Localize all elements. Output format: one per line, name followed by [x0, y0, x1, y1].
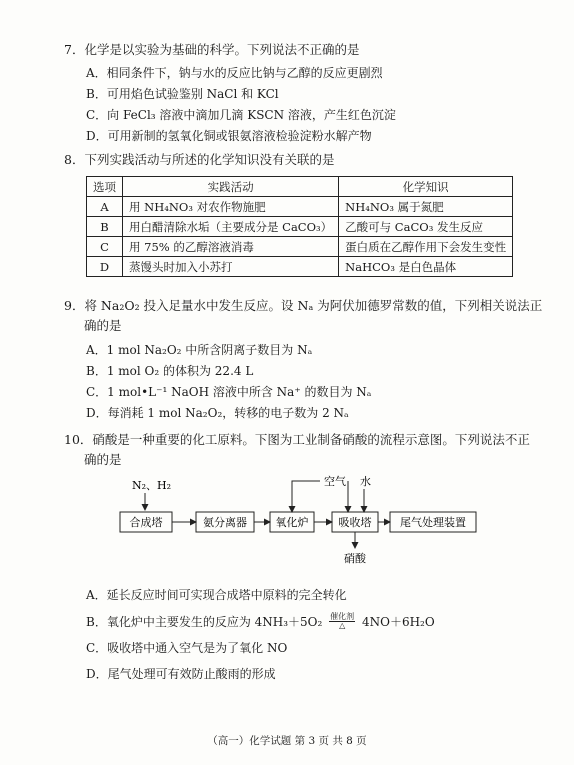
q7-option-a: A．相同条件下，钠与水的反应比钠与乙醇的反应更剧烈 [86, 66, 383, 80]
nitric-acid-label: 硝酸 [344, 552, 366, 565]
table-cell: 蛋白质在乙醇作用下会发生变性 [339, 237, 513, 257]
q9-option-d: D．每消耗 1 mol Na₂O₂，转移的电子数为 2 Nₐ [86, 406, 349, 420]
q10-option-b-wrap [86, 614, 435, 631]
q7-stem: 7．化学是以实验为基础的科学。下列说法不正确的是 [64, 42, 360, 57]
ammonia-separator-label: 氨分离器 [203, 516, 247, 529]
q10-option-c: C．吸收塔中通入空气是为了氧化 NO [86, 641, 288, 655]
table-cell: 用白醋清除水垢（主要成分是 CaCO₃） [123, 217, 339, 237]
table-cell: C [87, 237, 123, 257]
q9-option-c: C．1 mol•L⁻¹ NaOH 溶液中所含 Na⁺ 的数目为 Nₐ [86, 385, 372, 399]
input-gases-label: N₂、H₂ [132, 479, 172, 492]
air-label: 空气 [324, 475, 346, 488]
q10-option-b-products: 4NO＋6H₂O [361, 615, 435, 629]
table-cell: D [87, 257, 123, 277]
synthesis-tower-label: 合成塔 [129, 516, 163, 529]
table-header: 实践活动 [123, 177, 339, 197]
q10-option-b: B．氧化炉中主要发生的反应为 4NH₃＋5O₂ [86, 615, 323, 629]
table-row [87, 197, 513, 217]
table-header-row [87, 177, 513, 197]
nitric-acid-flow-diagram [112, 474, 512, 574]
heat-symbol: △ [339, 621, 346, 630]
oxidation-furnace-label: 氧化炉 [275, 516, 309, 529]
q8-stem: 8．下列实践活动与所述的化学知识没有关联的是 [64, 152, 335, 167]
absorption-tower-label: 吸收塔 [338, 516, 372, 529]
q10-stem-line2: 确的是 [84, 452, 122, 467]
reaction-condition [329, 613, 355, 630]
tail-gas-treatment-label: 尾气处理装置 [400, 516, 466, 529]
table-row [87, 217, 513, 237]
q8-table [86, 176, 513, 277]
q7-option-d: D．可用新制的氢氧化铜或银氨溶液检验淀粉水解产物 [86, 129, 372, 143]
q9-option-a: A．1 mol Na₂O₂ 中所含阴离子数目为 Nₐ [86, 343, 313, 357]
table-cell: NaHCO₃ 是白色晶体 [339, 257, 513, 277]
table-cell: 用 75% 的乙醇溶液消毒 [123, 237, 339, 257]
q7-option-b: B．可用焰色试验鉴别 NaCl 和 KCl [86, 87, 279, 101]
q10-option-a: A．延长反应时间可实现合成塔中原料的完全转化 [86, 588, 347, 602]
air-to-oxidizer-arrow [292, 481, 320, 512]
table-cell: A [87, 197, 123, 217]
table-header: 选项 [87, 177, 123, 197]
q9-stem-line1: 9．将 Na₂O₂ 投入足量水中发生反应。设 Nₐ 为阿伏加德罗常数的值，下列相关说法正 [64, 298, 543, 313]
table-row [87, 257, 513, 277]
catalyst-label: 催化剂 [330, 612, 355, 621]
water-label: 水 [360, 475, 371, 488]
table-cell: B [87, 217, 123, 237]
table-cell: 乙酸可与 CaCO₃ 发生反应 [339, 217, 513, 237]
q7-option-c: C．向 FeCl₃ 溶液中滴加几滴 KSCN 溶液，产生红色沉淀 [86, 108, 396, 122]
q9-option-b: B．1 mol O₂ 的体积为 22.4 L [86, 364, 254, 378]
q10-stem-line1: 10．硝酸是一种重要的化工原料。下图为工业制备硝酸的流程示意图。下列说法不正 [64, 432, 530, 447]
q9-stem-line2: 确的是 [84, 318, 122, 333]
table-cell: 用 NH₄NO₃ 对农作物施肥 [123, 197, 339, 217]
table-header: 化学知识 [339, 177, 513, 197]
page-footer: （高一）化学试题 第 3 页 共 8 页 [207, 735, 367, 747]
q10-option-d: D．尾气处理可有效防止酸雨的形成 [86, 667, 276, 681]
table-cell: 蒸馒头时加入小苏打 [123, 257, 339, 277]
table-cell: NH₄NO₃ 属于氮肥 [339, 197, 513, 217]
table-row [87, 237, 513, 257]
